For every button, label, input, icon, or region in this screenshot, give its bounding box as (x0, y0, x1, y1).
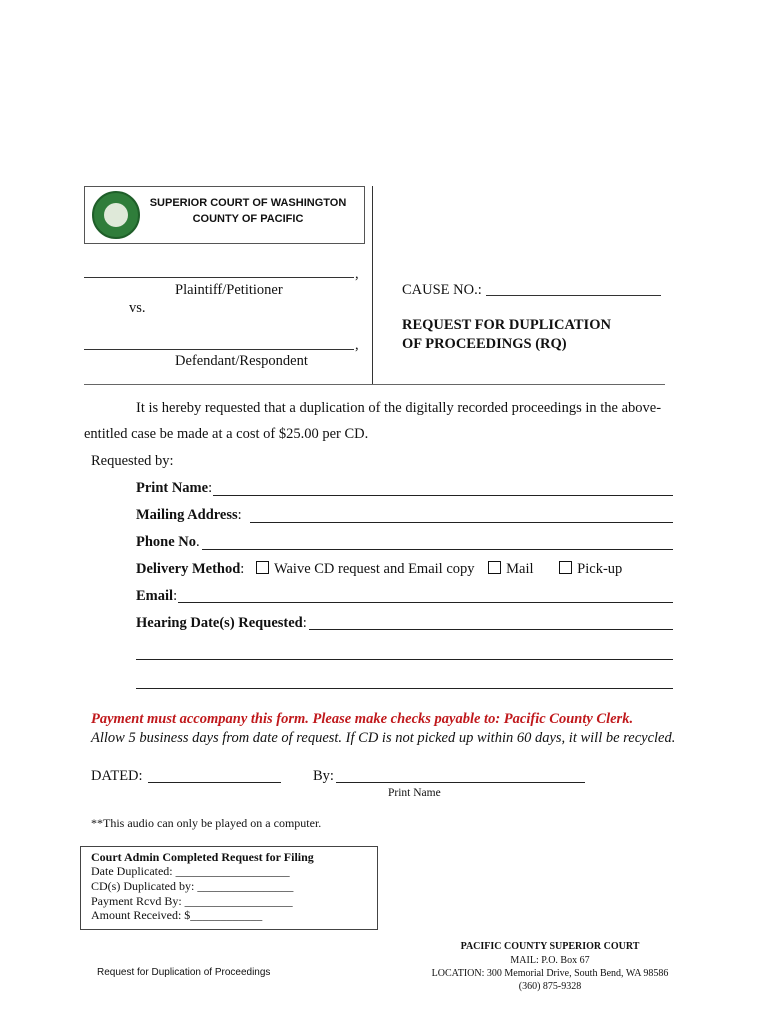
hearing-dates-field[interactable] (309, 629, 673, 630)
recycle-notice: Allow 5 business days from date of request. If CD is not picked up within 60 days, it will be recycled. (91, 730, 676, 746)
defendant-comma: , (355, 337, 359, 353)
phone-label: Phone No. (136, 534, 200, 550)
plaintiff-label: Plaintiff/Petitioner (175, 282, 283, 298)
delivery-option-pickup[interactable]: Pick-up (559, 561, 622, 577)
checkbox-email[interactable] (256, 561, 269, 574)
checkbox-mail[interactable] (488, 561, 501, 574)
mailing-address-field[interactable] (250, 522, 673, 523)
by-label: By: (313, 768, 334, 784)
admin-box-title: Court Admin Completed Request for Filing (91, 850, 314, 864)
hearing-dates-line3[interactable] (136, 688, 673, 689)
hearing-dates-label: Hearing Date(s) Requested: (136, 615, 307, 631)
request-text-line1: It is hereby requested that a duplication of the digitally recorded proceedings in the above- (136, 400, 662, 416)
amount-received-field: Amount Received: $____________ (91, 908, 263, 922)
dated-label: DATED: (91, 768, 143, 784)
mailing-address-label: Mailing Address: (136, 507, 242, 523)
plaintiff-comma: , (355, 266, 359, 282)
request-text-line2: entitled case be made at a cost of $25.00 per CD. (84, 426, 369, 442)
print-name-caption: Print Name (388, 787, 441, 799)
requested-by-label: Requested by: (91, 453, 174, 469)
delivery-option-mail[interactable]: Mail (488, 561, 533, 577)
seal-center (104, 203, 128, 227)
plaintiff-line[interactable] (84, 277, 354, 278)
payment-rcvd-field: Payment Rcvd By: __________________ (91, 894, 293, 908)
footer-court-name: PACIFIC COUNTY SUPERIOR COURT (460, 941, 640, 952)
defendant-label: Defendant/Respondent (175, 353, 308, 369)
court-name: SUPERIOR COURT OF WASHINGTON (149, 197, 347, 209)
delivery-method-label: Delivery Method: (136, 561, 245, 577)
by-signature-field[interactable] (336, 782, 585, 783)
checkbox-pickup[interactable] (559, 561, 572, 574)
date-duplicated-field: Date Duplicated: ___________________ (91, 864, 290, 878)
doc-title-line2: OF PROCEEDINGS (RQ) (402, 336, 567, 352)
cause-field[interactable] (486, 295, 661, 296)
cause-label: CAUSE NO.: (402, 282, 482, 298)
cds-duplicated-field: CD(s) Duplicated by: ________________ (91, 879, 294, 893)
footer-mail: MAIL: P.O. Box 67 (510, 955, 590, 966)
footer-phone: (360) 875-9328 (518, 981, 582, 992)
phone-field[interactable] (202, 549, 673, 550)
email-label: Email: (136, 588, 178, 604)
payment-notice: Payment must accompany this form. Please make checks payable to: Pacific County Clerk. (91, 711, 634, 727)
doc-title-line1: REQUEST FOR DUPLICATION (402, 317, 611, 333)
delivery-option-email[interactable]: Waive CD request and Email copy (256, 561, 475, 577)
delivery-method-row (136, 561, 622, 578)
caption-separator (84, 384, 665, 385)
print-name-field[interactable] (213, 495, 673, 496)
footer-location: LOCATION: 300 Memorial Drive, South Bend, WA 98586 (431, 968, 669, 979)
footer-form-title: Request for Duplication of Proceedings (97, 967, 271, 978)
caption-divider (372, 186, 373, 384)
county-name: COUNTY OF PACIFIC (192, 213, 304, 225)
dated-field[interactable] (148, 782, 281, 783)
email-field[interactable] (178, 602, 673, 603)
vs-label: vs. (129, 300, 146, 316)
defendant-line[interactable] (84, 349, 354, 350)
hearing-dates-line2[interactable] (136, 659, 673, 660)
audio-note: **This audio can only be played on a computer. (91, 816, 322, 830)
print-name-label: Print Name: (136, 480, 213, 496)
